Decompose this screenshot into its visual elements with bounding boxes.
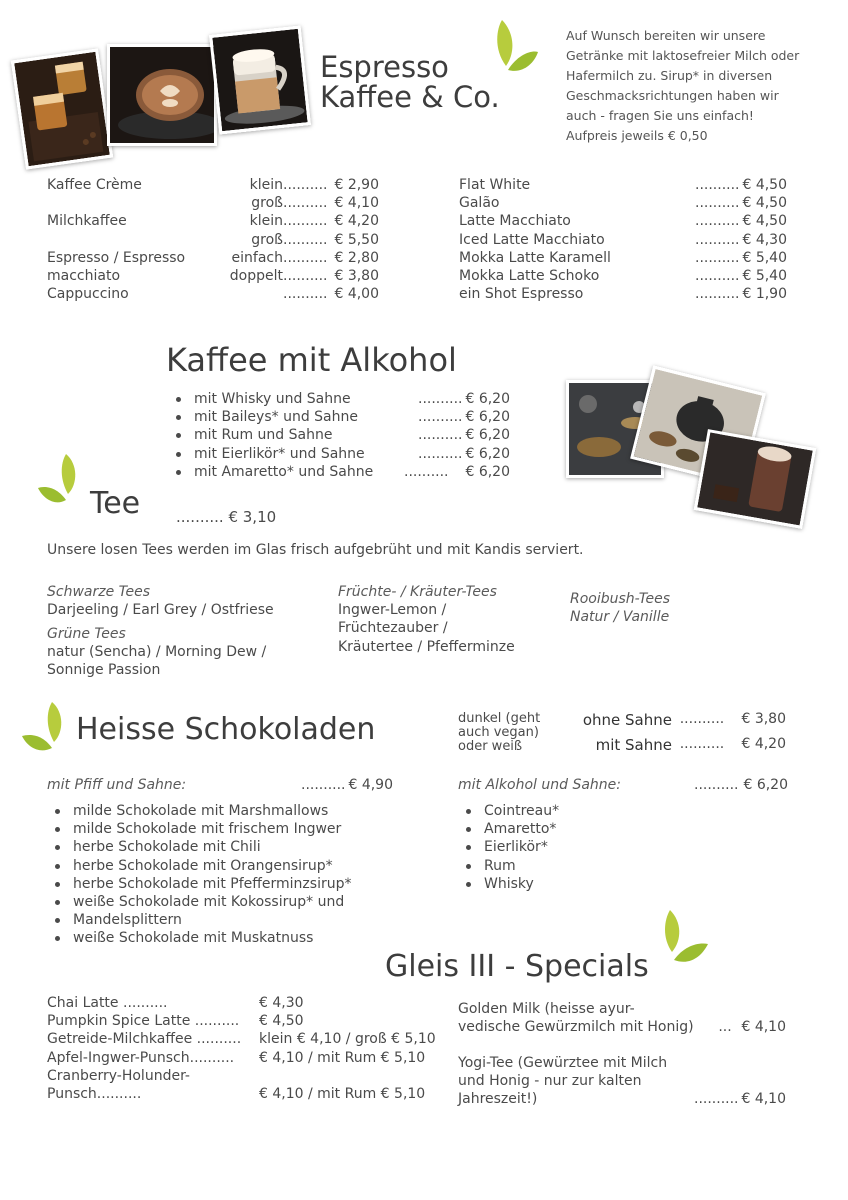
item-price: klein € 4,10 / groß € 5,10 [259, 1031, 436, 1048]
item-name: Kaffee Crème [47, 177, 142, 193]
item-name: Iced Latte Macchiato [459, 231, 605, 248]
item-price: € 5,40 [742, 268, 787, 285]
item-name: Punsch.......... [47, 1086, 142, 1103]
item-price: € 2,90 [334, 177, 379, 193]
list-item: weiße Schokolade mit Muskatnuss [47, 929, 351, 947]
item-name: Apfel-Ingwer-Punsch.......... [47, 1049, 235, 1066]
leaf-icon [20, 698, 70, 754]
fruit-tea-items: Kräutertee / Pfefferminze [338, 638, 515, 655]
coffee-title-line2: Kaffee & Co. [320, 80, 500, 114]
yogi-line: Jahreszeit!) [458, 1091, 538, 1108]
item-size: doppelt [229, 268, 283, 285]
coffee-left-list [47, 176, 379, 303]
note-line: Geschmacksrichtungen haben wir [566, 88, 779, 103]
item-name: Pumpkin Spice Latte .......... [47, 1013, 240, 1030]
menu-row: Iced Latte Macchiato .......... € 4,30 [459, 231, 787, 248]
item-price: € 4,10 / mit Rum € 5,10 [259, 1086, 426, 1103]
leaf-icon [36, 450, 86, 506]
tea-black [47, 583, 274, 619]
item-name: mit Whisky und Sahne [194, 391, 351, 407]
item-price: € 4,10 / mit Rum € 5,10 [259, 1049, 426, 1066]
item-size [215, 285, 283, 303]
item-price: € 4,50 [742, 213, 787, 230]
menu-row: groß .......... € 4,10 [47, 194, 379, 212]
alc-label: mit Alkohol und Sahne: [458, 777, 622, 793]
item-price: € 3,80 [334, 268, 379, 285]
item-name: Latte Macchiato [459, 213, 571, 230]
plain-label: ohne Sahne [582, 711, 672, 729]
item-name: Milchkaffee [47, 213, 127, 230]
menu-row: Galão .......... € 4,50 [459, 195, 787, 212]
list-item: milde Schokolade mit frischem Ingwer [47, 820, 351, 838]
golden-line: Golden Milk (heisse ayur- [458, 1001, 635, 1017]
note-line: Hafermilch zu. Sirup* in diversen [566, 68, 773, 83]
alcohol-title: Kaffee mit Alkohol [166, 341, 457, 379]
coffee-right-list [459, 176, 787, 303]
menu-row: Cappuccino .......... € 4,00 [47, 286, 379, 303]
yogi-tea [458, 1054, 786, 1109]
menu-row: Latte Macchiato .......... € 4,50 [459, 213, 787, 230]
item-name: Flat White [459, 177, 531, 193]
menu-row: macchiato doppelt .......... € 3,80 [47, 268, 379, 285]
item-price [259, 1067, 443, 1085]
item-price: € 2,80 [334, 249, 379, 266]
note-line: Aufpreis jeweils € 0,50 [566, 128, 708, 143]
fruit-tea-items: Früchtezauber / [338, 620, 448, 637]
item-price: € 4,30 [259, 995, 304, 1011]
yogi-line-price: Jahreszeit!) .......... € 4,10 [458, 1091, 786, 1108]
list-item: Whisky [458, 875, 559, 893]
list-item: weiße Schokolade mit Kokossirup* und [47, 893, 351, 911]
item-price: € 4,30 [742, 231, 787, 248]
item-price: € 6,20 [465, 409, 510, 426]
item-size: groß [251, 231, 283, 248]
item-name: Chai Latte .......... [47, 995, 168, 1011]
golden-line-price: vedische Gewürzmilch mit Honig) ... € 4,10 [458, 1019, 786, 1036]
item-price: € 4,50 [259, 1013, 304, 1030]
item-name: mit Amaretto* und Sahne [194, 463, 374, 480]
black-tea-label: Schwarze Tees [47, 584, 150, 600]
chocolate-plain-row: ohne Sahne .......... € 3,80 [560, 711, 786, 729]
item-price: € 5,50 [334, 231, 379, 248]
menu-row: Mokka Latte Schoko .......... € 5,40 [459, 268, 787, 285]
pfiff-price: € 4,90 [348, 777, 393, 793]
green-tea-label: Grüne Tees [47, 626, 126, 642]
item-name: mit Rum und Sahne [194, 427, 333, 444]
alc-list [458, 802, 559, 893]
list-item: milde Schokolade mit Marshmallows [47, 802, 351, 820]
green-tea-items: natur (Sencha) / Morning Dew / [47, 644, 267, 661]
plain-price: € 3,80 [741, 711, 786, 727]
golden-line: vedische Gewürzmilch mit Honig) [458, 1019, 694, 1036]
tea-fruit [338, 583, 515, 656]
item-name [47, 194, 215, 212]
item-price: € 6,20 [465, 445, 510, 462]
coffee-title-line1: Espresso [320, 50, 449, 84]
pfiff-header: mit Pfiff und Sahne: .......... € 4,90 [47, 777, 393, 793]
cream-label: mit Sahne [595, 736, 672, 754]
tea-intro: Unsere losen Tees werden im Glas frisch aufgebrüht und mit Kandis serviert. [47, 542, 584, 558]
item-name: Galão [459, 195, 500, 212]
coffee-note [566, 26, 799, 146]
tea-price: € 3,10 [228, 508, 277, 526]
tea-title: Tee [90, 486, 141, 521]
list-item: mit Amaretto* und Sahne .......... € 6,20 [168, 463, 510, 481]
item-name: mit Eierlikör* und Sahne [194, 445, 365, 462]
fruit-tea-items: Ingwer-Lemon / [338, 602, 447, 619]
item-price: € 6,20 [465, 463, 510, 480]
item-price: € 5,40 [742, 249, 787, 266]
chocolate-drink-photo [694, 429, 817, 529]
cream-price: € 4,20 [741, 736, 786, 752]
tea-green [47, 625, 266, 680]
list-item: mit Eierlikör* und Sahne .......... € 6,20 [168, 445, 510, 463]
black-tea-items: Darjeeling / Earl Grey / Ostfriese [47, 602, 274, 619]
alc-header: mit Alkohol und Sahne: .......... € 6,20 [458, 777, 788, 793]
item-price: € 4,50 [742, 177, 787, 193]
item-name: mit Baileys* und Sahne [194, 409, 358, 426]
espresso-shots-photo [11, 48, 113, 169]
pfiff-label: mit Pfiff und Sahne: [47, 777, 187, 793]
item-size: einfach [231, 249, 283, 266]
menu-row: ein Shot Espresso .......... € 1,90 [459, 286, 787, 303]
item-price: € 6,20 [465, 427, 510, 444]
tea-price-row: .......... € 3,10 [176, 508, 277, 526]
list-item: mit Baileys* und Sahne .......... € 6,20 [168, 408, 510, 426]
item-name: Getreide-Milchkaffee .......... [47, 1031, 242, 1048]
chocolate-title: Heisse Schokoladen [76, 712, 376, 747]
note-line: auch - fragen Sie uns einfach! [566, 108, 754, 123]
note-line: Auf Wunsch bereiten wir unsere [566, 28, 766, 43]
item-price: € 4,50 [742, 195, 787, 212]
item-price: € 1,90 [742, 286, 787, 303]
item-name: ein Shot Espresso [459, 286, 584, 303]
item-size: klein [249, 177, 283, 193]
yogi-line: Yogi-Tee (Gewürztee mit Milch [458, 1055, 668, 1071]
fruit-tea-label: Früchte- / Kräuter-Tees [338, 584, 497, 600]
latte-art-photo [107, 44, 217, 146]
chocolate-cream-row: mit Sahne .......... € 4,20 [560, 736, 786, 754]
item-price: € 4,10 [334, 195, 379, 212]
golden-price: € 4,10 [741, 1019, 786, 1036]
list-item: mit Rum und Sahne .......... € 6,20 [168, 426, 510, 444]
list-item: mit Whisky und Sahne .......... € 6,20 [168, 390, 510, 408]
chocolate-variant [458, 712, 540, 754]
variant-line: dunkel (geht [458, 711, 541, 726]
item-size: klein [249, 213, 283, 230]
item-price: € 6,20 [465, 391, 510, 407]
menu-row: Kaffee Crème klein .......... € 2,90 [47, 177, 379, 193]
green-tea-items: Sonnige Passion [47, 662, 161, 679]
list-item: Rum [458, 857, 559, 875]
variant-line: auch vegan) [458, 725, 539, 740]
menu-row [47, 1030, 443, 1048]
leaf-icon [660, 908, 710, 966]
menu-row [47, 1085, 443, 1103]
coffee-title [320, 52, 500, 112]
golden-milk [458, 1000, 786, 1036]
specials-title: Gleis III - Specials [385, 949, 649, 984]
menu-row: groß .......... € 5,50 [47, 231, 379, 249]
yogi-price: € 4,10 [741, 1091, 786, 1108]
item-name: Cranberry-Holunder- [47, 1067, 190, 1084]
item-price: € 4,00 [334, 286, 379, 303]
tea-rooibos [570, 590, 670, 626]
cappuccino-glass-photo [209, 25, 311, 134]
list-item: Amaretto* [458, 820, 559, 838]
list-item-continuation: Mandelsplittern [47, 911, 351, 929]
item-name: Cappuccino [47, 286, 129, 303]
item-name: Mokka Latte Schoko [459, 268, 600, 285]
specials-left-list [47, 994, 443, 1103]
alc-price: € 6,20 [743, 777, 788, 793]
yogi-line: und Honig - nur zur kalten [458, 1073, 642, 1090]
item-price: € 4,20 [334, 213, 379, 230]
pfiff-list [47, 802, 351, 948]
item-name: Espresso / Espresso [47, 249, 186, 266]
menu-row [47, 1067, 443, 1085]
rooibos-items: Natur / Vanille [570, 609, 670, 626]
item-size: groß [251, 195, 283, 212]
alcohol-list [168, 390, 510, 481]
list-item: herbe Schokolade mit Pfefferminzsirup* [47, 875, 351, 893]
list-item: Cointreau* [458, 802, 559, 820]
menu-row: Milchkaffee klein .......... € 4,20 [47, 213, 379, 230]
note-line: Getränke mit laktosefreier Milch oder [566, 48, 800, 63]
list-item: Eierlikör* [458, 838, 559, 856]
menu-row: Mokka Latte Karamell .......... € 5,40 [459, 249, 787, 266]
list-item: herbe Schokolade mit Orangensirup* [47, 857, 351, 875]
item-name [47, 231, 215, 249]
menu-row [47, 994, 443, 1012]
menu-row [47, 1012, 443, 1030]
list-item: herbe Schokolade mit Chili [47, 838, 351, 856]
item-name: Mokka Latte Karamell [459, 249, 611, 266]
menu-row: Espresso / Espresso einfach .......... € 2,80 [47, 249, 379, 266]
variant-line: oder weiß [458, 739, 523, 754]
menu-row [47, 1049, 443, 1067]
menu-row: Flat White .......... € 4,50 [459, 177, 787, 193]
rooibos-label: Rooibush-Tees [570, 591, 671, 607]
item-name: macchiato [47, 268, 121, 285]
